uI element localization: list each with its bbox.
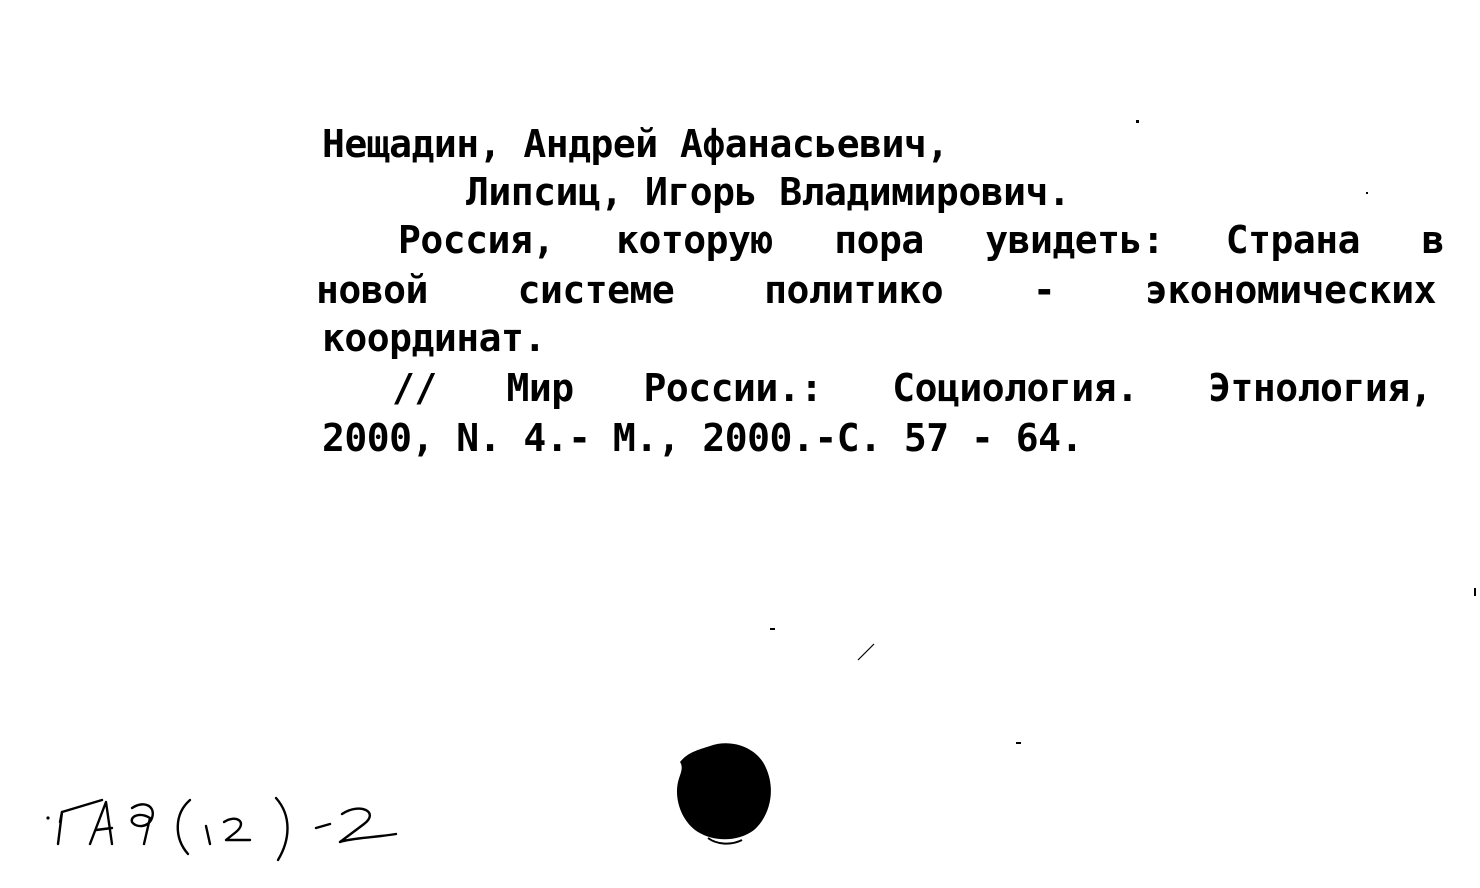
title-word: в	[1421, 218, 1444, 262]
title-word: увидеть:	[985, 218, 1165, 262]
source-word: России.:	[643, 366, 823, 410]
source-line-1	[392, 362, 1432, 414]
title-line-2	[316, 264, 1436, 316]
scan-speck	[1366, 192, 1368, 194]
scan-speck	[1136, 120, 1139, 123]
source-word: Этнология,	[1208, 366, 1432, 410]
title-word: Россия,	[398, 218, 555, 262]
title-word: экономических	[1145, 268, 1436, 312]
handwritten-call-number	[40, 772, 460, 872]
source-word: Социология.	[892, 366, 1139, 410]
coauthor-line: Липсиц, Игорь Владимирович.	[466, 170, 1071, 214]
source-word: Мир	[506, 366, 574, 410]
title-word: пора	[834, 218, 924, 262]
title-line-3: координат.	[322, 316, 546, 360]
ink-blot-stamp	[670, 738, 780, 848]
title-word: которую	[616, 218, 773, 262]
source-line-2: 2000, N. 4.- М., 2000.-С. 57 - 64.	[322, 416, 1083, 460]
title-word: системе	[517, 268, 675, 312]
scan-speck	[1016, 742, 1021, 744]
title-word: политико	[764, 268, 944, 312]
title-word: -	[1032, 268, 1056, 312]
title-word: новой	[316, 268, 428, 312]
scan-speck	[770, 628, 775, 630]
scan-speck	[1474, 588, 1476, 596]
title-word: Страна	[1225, 218, 1361, 262]
title-line-1	[398, 214, 1444, 266]
source-word: //	[392, 366, 437, 410]
scan-scratch	[856, 640, 878, 662]
author-line: Нещадин, Андрей Афанасьевич,	[322, 122, 949, 166]
